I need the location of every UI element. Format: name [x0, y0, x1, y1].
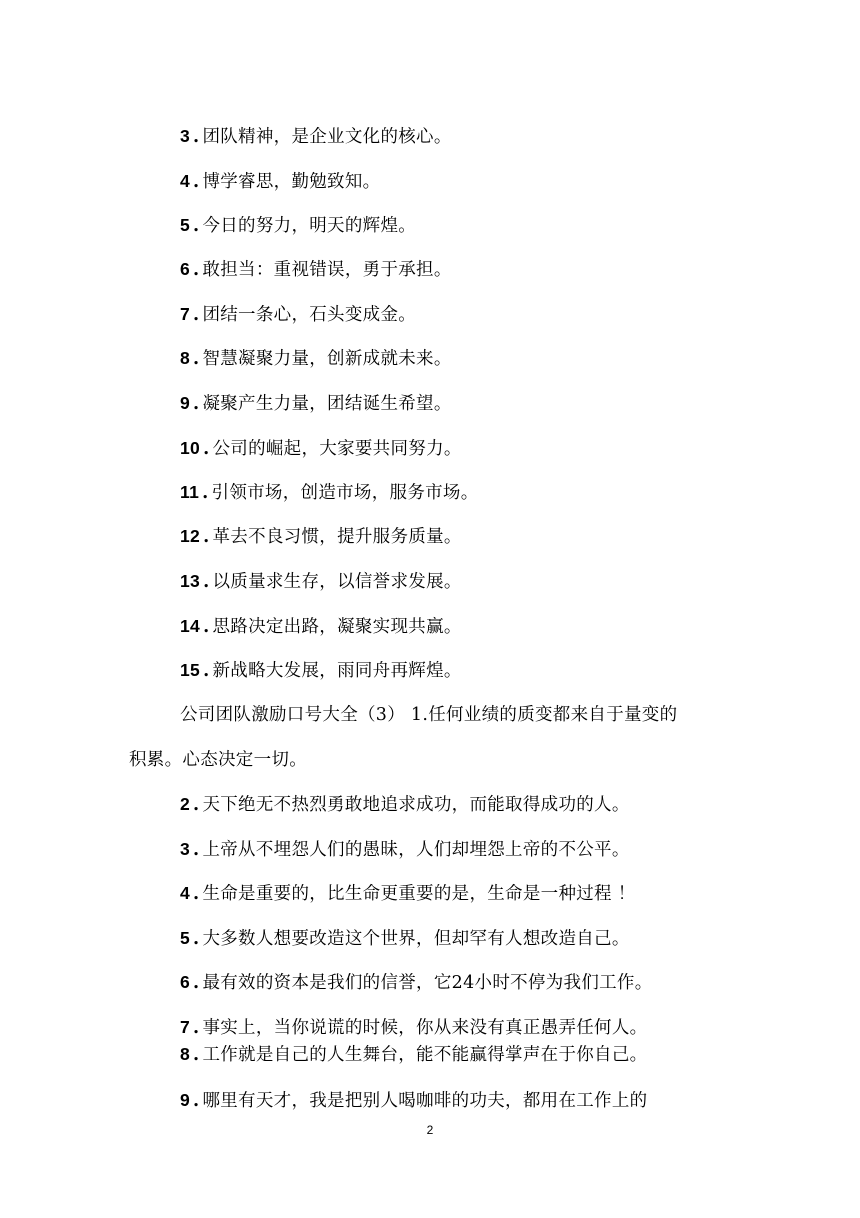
list-item: 10 . 公司的崛起，大家要共同努力。: [180, 438, 462, 459]
section-heading: 公司团队激励口号大全（3） 1.任何业绩的质变都来自于量变的: [180, 705, 678, 725]
list-item: 9 . 凝聚产生力量，团结诞生希望。: [180, 393, 452, 414]
list-item: 3 . 上帝从不埋怨人们的愚昧，人们却埋怨上帝的不公平。: [180, 839, 630, 860]
list-item: 5 . 今日的努力，明天的辉煌。: [180, 215, 417, 236]
list-item: 5 . 大多数人想要改造这个世界，但却罕有人想改造自己。: [180, 928, 630, 949]
list-item: 2 . 天下绝无不热烈勇敢地追求成功，而能取得成功的人。: [180, 794, 630, 815]
list-item: 11 . 引领市场，创造市场，服务市场。: [180, 482, 479, 503]
section-heading-continued: 积累。心态决定一切。: [129, 750, 307, 770]
list-item: 7 . 团结一条心，石头变成金。: [180, 304, 417, 325]
list-item: 14 . 思路决定出路，凝聚实现共赢。: [180, 616, 462, 637]
list-item: 6 . 敢担当：重视错误，勇于承担。: [180, 259, 452, 280]
list-item: 12 . 革去不良习惯，提升服务质量。: [180, 526, 462, 547]
list-item: 4 . 生命是重要的，比生命更重要的是，生命是一种过程 ！: [180, 883, 636, 904]
list-item: 7 . 事实上，当你说谎的时候，你从来没有真正愚弄任何人。: [180, 1017, 648, 1038]
list-item: 8 . 智慧凝聚力量，创新成就未来。: [180, 348, 452, 369]
list-item: 13 . 以质量求生存，以信誉求发展。: [180, 571, 462, 592]
list-item: 4 . 博学睿思，勤勉致知。: [180, 171, 381, 192]
page-number: 2: [426, 1123, 434, 1137]
list-item: 9 . 哪里有天才，我是把别人喝咖啡的功夫，都用在工作上的: [180, 1090, 648, 1111]
list-item: 8 . 工作就是自己的人生舞台，能不能赢得掌声在于你自己。: [180, 1044, 648, 1065]
list-item: 15 . 新战略大发展，雨同舟再辉煌。: [180, 660, 462, 681]
list-item: 3 . 团队精神，是企业文化的核心。: [180, 126, 452, 147]
list-item: 6 . 最有效的资本是我们的信誉，它24小时不停为我们工作。: [180, 972, 653, 993]
